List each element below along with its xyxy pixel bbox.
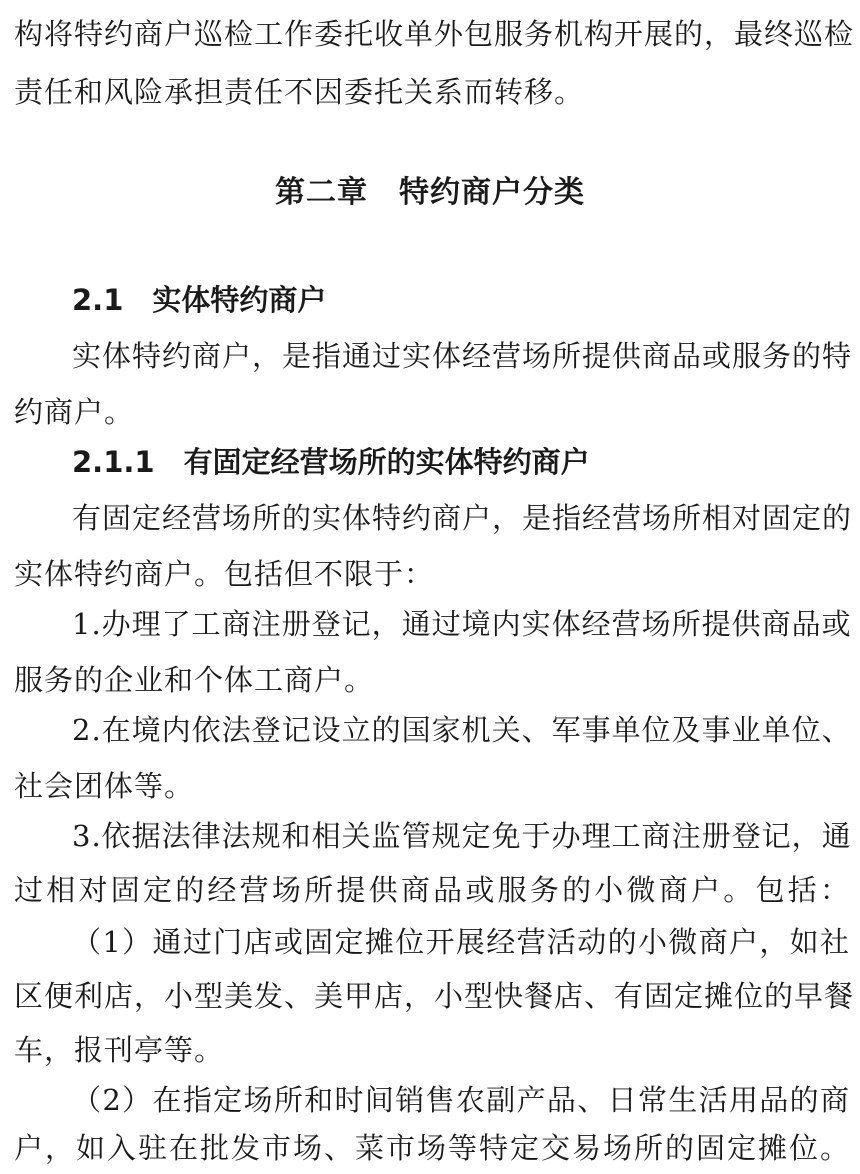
subitem-line: 区便利店，小型美发、美甲店，小型快餐店、有固定摊位的早餐 xyxy=(14,979,855,1013)
paragraph-line: 约商户。 xyxy=(14,395,135,429)
list-item-line: 1.办理了工商注册登记，通过境内实体经营场所提供商品或 xyxy=(72,607,852,641)
subitem-line: （2）在指定场所和时间销售农副产品、日常生活用品的商 xyxy=(72,1083,850,1117)
section-heading-2-1: 2.1 实体特约商户 xyxy=(72,283,327,317)
subitem-line: （1）通过门店或固定摊位开展经营活动的小微商户，如社 xyxy=(72,925,850,959)
subitem-line: 户，如入驻在批发市场、菜市场等特定交易场所的固定摊位。 xyxy=(14,1131,850,1165)
list-item-line: 社会团体等。 xyxy=(14,769,195,803)
section-heading-2-1-1: 2.1.1 有固定经营场所的实体特约商户 xyxy=(72,445,590,479)
paragraph-line: 有固定经营场所的实体特约商户，是指经营场所相对固定的 xyxy=(72,501,853,535)
paragraph-line: 实体特约商户，是指通过实体经营场所提供商品或服务的特 xyxy=(72,339,853,373)
subitem-line: 车，报刊亭等。 xyxy=(14,1033,225,1067)
list-item-line: 过相对固定的经营场所提供商品或服务的小微商户。包括： xyxy=(14,873,850,907)
list-item-line: 2.在境内依法登记设立的国家机关、军事单位及事业单位、 xyxy=(72,713,852,747)
paragraph-line: 实体特约商户。包括但不限于： xyxy=(14,557,435,591)
chapter-title: 第二章 特约商户分类 xyxy=(275,175,585,210)
list-item-line: 服务的企业和个体工商户。 xyxy=(14,663,375,697)
intro-line-1: 构将特约商户巡检工作委托收单外包服务机构开展的，最终巡检 xyxy=(14,17,855,51)
list-item-line: 3.依据法律法规和相关监管规定免于办理工商注册登记，通 xyxy=(72,819,852,853)
intro-line-2: 责任和风险承担责任不因委托关系而转移。 xyxy=(14,75,585,109)
